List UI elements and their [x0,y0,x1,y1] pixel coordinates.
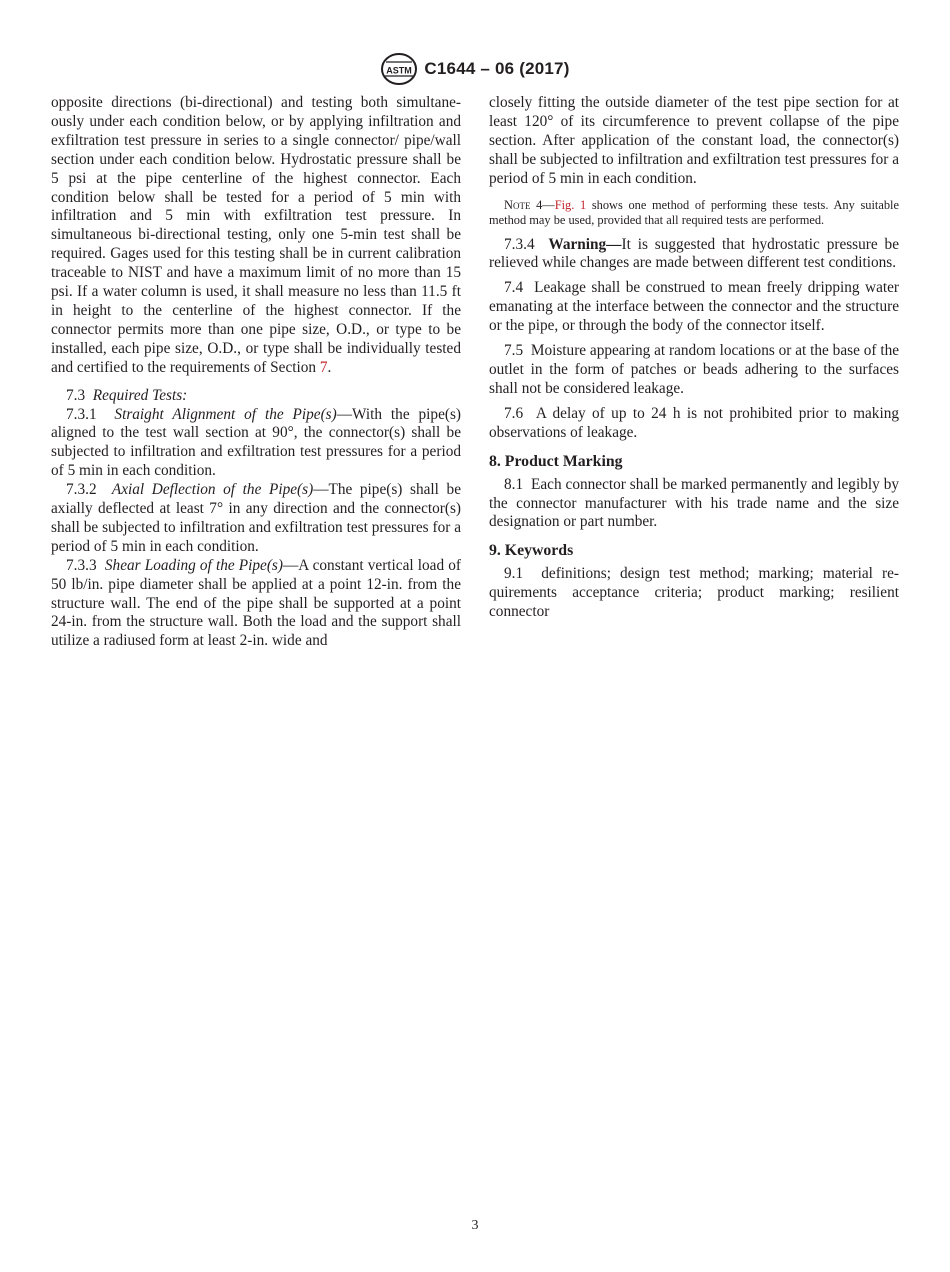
section-text: Moisture appearing at random locations or at the base of the outlet in the form of patches or beads adhering to the surfaces shall not be considered leakage. [489,342,900,397]
section-number: 7.4 [504,279,524,297]
logo-lettering: ASTM [386,65,413,76]
section-text: Leakage shall be construed to mean freely dripping water emanating at the interface between the connector and the structure or the pipe, or through the body of the connector itself. [489,279,900,335]
figure-1-link[interactable]: Fig. 1 [554,197,587,212]
section-title: Shear Loading of the Pipe(s) [104,556,283,574]
section-text: A delay of up to 24 h is not prohibited prior to making observations of leakage. [489,404,899,441]
paragraph-end: . [327,358,332,376]
section-text: —The pipe(s) shall be axially deflected at least 7° in any direction and the connector(s) shall be subjected to infiltration and exfiltration test pressures for a period of 5 min in each condition. [51,481,461,555]
page-number: 3 [471,1218,479,1233]
section-8-1 [489,476,899,533]
section-number: 7.3.4 [504,235,535,253]
standard-designation: C1644 – 06 (2017) [424,59,570,78]
section-9-heading: 9. Keywords [489,542,574,560]
section-7-3-4 [489,236,899,274]
warning-label: Warning— [548,235,622,253]
section-8-heading: 8. Product Marking [489,452,623,470]
section-number: 7.5 [504,342,524,360]
section-7-link[interactable]: 7 [319,358,328,376]
section-number: 7.6 [504,404,524,422]
section-number: 8.1 [504,475,524,493]
right-column [489,94,899,622]
note-4 [489,198,899,229]
section-number: 7.3 [66,386,86,404]
page-header [0,52,950,86]
section-text: Each connector shall be marked permanently and legibly by the connector manufacturer with his trade name and the size designation or part number. [489,475,899,531]
section-7-3 [51,387,461,406]
note-label: Note 4 [504,197,543,212]
section-text: definitions; design test method; marking; material requirements acceptance criteria; product marking; resilient connector [489,565,899,621]
section-text: —With the pipe(s) aligned to the test wall section at 90°, the connector(s) shall be subjected to infiltration and exfiltration test pressures for a period of 5 min in each condition. [51,405,461,480]
note-dash: — [542,197,555,212]
section-number: 7.3.3 [66,556,97,574]
section-title: Straight Alignment of the Pipe(s) [114,405,337,423]
left-column [51,94,461,651]
section-7-5 [489,342,899,399]
section-number: 7.3.2 [66,481,97,499]
section-title: Axial Deflection of the Pipe(s) [111,481,314,499]
section-text: —A constant vertical load of 50 lb/in. pipe diameter shall be applied at a point 12-in. from the structure wall. The end of the pipe shall be supported at a point 24-in. from the structure wall. Both the load and the support shall utilize a radiused form at least 2-in. wide and [51,556,461,650]
section-7-3-3-continued: closely fitting the outside diameter of the test pipe section for at least 120° of its circumference to prevent collapse of the pipe section. After application of the constant load, the connector(s) shall be subjected to infiltration and exfiltration test pressures for a period of 5 min in each condition. [489,94,899,187]
section-title: Required Tests: [92,386,188,404]
section-7-4 [489,279,899,336]
section-number: 9.1 [504,565,524,583]
astm-logo-icon [380,52,418,86]
section-7-3-3 [51,557,461,652]
paragraph-text: opposite directions (bi-directional) and testing both simultaneously under each condition below, or by applying infiltration and exfiltration test pressure in series to a single connector/ pipe/wall section under each condition below. Hydrostatic pressure shall be 5 psi at the pipe centerline of the highest connector. Each condition below shall be tested for a period of 5 min with infiltration and 5 min with exfiltration test pressure. In simultaneous bi-directional testing, only one 5-min test shall be required. Gages used for this testing shall be in current calibration traceable to NIST and have a maximum limit of no more than 15 psi. If a water column is used, it shall measure no less than 11.5 ft in height to the centerline of the highest connector. If the connector permits more than one pipe size, O.D., or type to be installed, each pipe size, O.D., or type shall be individually tested and certified to the requirements of Section [51,94,461,376]
paragraph-7-2-continued [51,94,461,378]
section-7-3-1 [51,406,461,482]
section-7-3-2 [51,481,461,557]
section-text: It is suggested that hydrostatic pressure be relieved while changes are made between different test conditions. [489,235,899,272]
section-number: 7.3.1 [66,405,97,423]
section-7-6 [489,405,899,443]
section-9-1 [489,565,899,622]
note-text: shows one method of performing these tests. Any suitable method may be used, provided that all required tests are performed. [489,197,899,228]
